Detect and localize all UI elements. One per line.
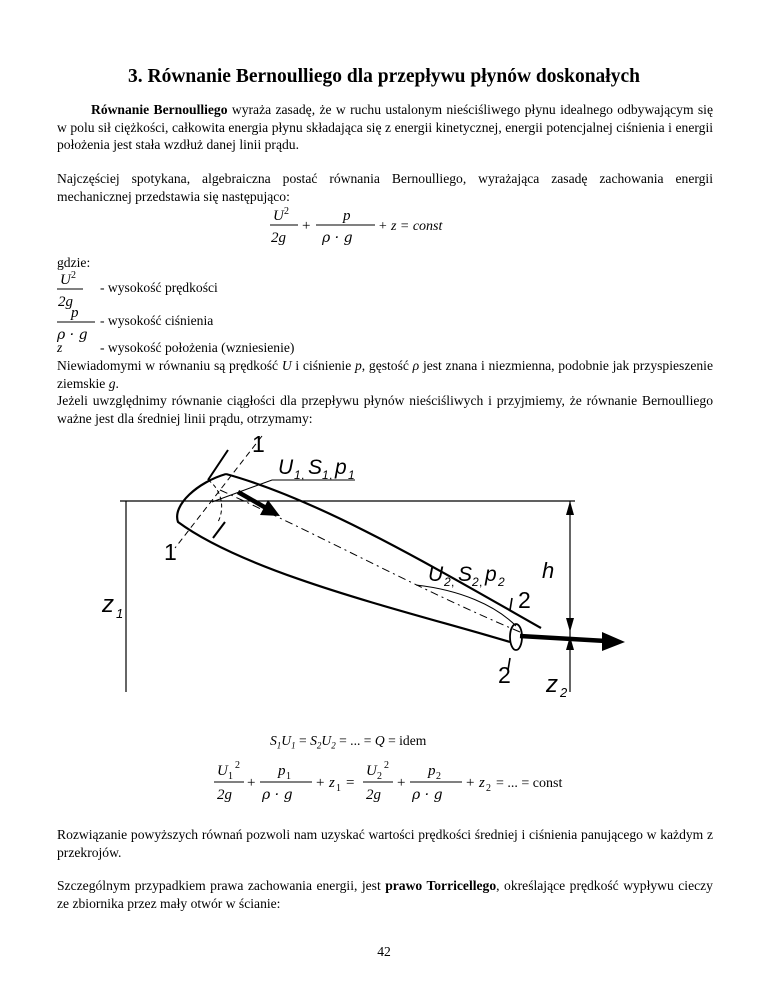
where-item-2-desc: - wysokość ciśnienia <box>100 313 214 328</box>
eq2-den-2: ρ · g <box>262 787 293 803</box>
paragraph-4-text: Jeżeli uwzględnimy równanie ciągłości dla przepływu płynów nieściśliwych i przyjmiemy, że równanie Bernoulliego ważne jest dla średniej linii prądu, otrzymamy: <box>57 393 713 426</box>
ce-S1-sub: 1 <box>276 740 282 751</box>
z2-letter: z <box>546 671 558 698</box>
page-number: 42 <box>377 944 391 959</box>
label1-S: S <box>308 456 323 479</box>
label1-S-sub: 1 <box>322 468 329 482</box>
eq2-p1: p <box>278 763 286 779</box>
eq2-U1: U <box>217 763 228 779</box>
eq2-z2-sub: 2 <box>486 783 491 794</box>
p3-var-p: p <box>354 358 362 373</box>
where-item-2-fraction <box>57 303 101 347</box>
tube-lower-wall <box>177 474 510 642</box>
eq2-equals: = <box>346 775 355 791</box>
eq2-plus-1: + <box>247 775 256 791</box>
eq2-plus-4: + <box>466 775 475 791</box>
label-U1-S1-p1 <box>278 456 355 482</box>
eq2-U2-sup: 2 <box>384 760 389 771</box>
paragraph-5-text: Rozwiązanie powyższych równań pozwoli nam uzyskać wartości prędkości średniej i ciśnienia panującego w każdym z przekrojów. <box>57 827 713 860</box>
label2-S-sub: 2 <box>472 575 479 589</box>
bold-term: Równanie Bernoulliego <box>91 102 228 117</box>
label2-S: S <box>458 563 473 586</box>
eq2-U2: U <box>366 763 377 779</box>
label1-p: p <box>335 456 347 479</box>
bernoulli-two-sections-equation <box>214 757 594 807</box>
flow-tube-diagram <box>100 430 668 700</box>
where-1-den: 2g <box>58 294 73 310</box>
intro-text: wyraża zasadę, że w ruchu ustalonym nieściśliwego płynu idealnego odbywającym się w polu sił ciężkości, całkowita energia płynu składająca się z energii kinetycznej, energii potencjalnej ciśnienia i energii położenia jest stała wzdłuż danej linii prądu. <box>57 102 713 152</box>
label1-U-sub: 1 <box>294 468 301 482</box>
label2-comma-1: , <box>451 575 455 589</box>
z2-sub: 2 <box>560 685 568 700</box>
p3-text-3: , gęstość <box>361 358 413 373</box>
eq1-plus: + <box>302 218 311 234</box>
label2-p-sub: 2 <box>498 575 505 589</box>
ce-eq: = <box>295 733 311 748</box>
p6-text-1: Szczególnym przypadkiem prawa zachowania energii, jest <box>57 878 386 893</box>
p3-text-1: Niewiadomymi w równaniu są prędkość <box>57 358 282 373</box>
section-2-top-label: 2 <box>518 587 531 613</box>
ce-S2-sub: 2 <box>316 740 322 751</box>
label2-U-sub: 2 <box>444 575 451 589</box>
where-2-num: p <box>71 305 79 321</box>
p6-text-2: , określające prędkość wypływu cieczy ze zbiornika przez mały otwór w ścianie: <box>57 878 713 911</box>
z1-sub: 1 <box>116 606 124 621</box>
paragraph-4 <box>57 392 713 427</box>
where-item-3-desc: - wysokość położenia (wzniesienie) <box>100 340 295 355</box>
paragraph-5 <box>57 826 713 861</box>
where-2-den: ρ · g <box>57 327 88 343</box>
ce-end: = idem <box>384 733 427 748</box>
p3-text-4: jest znana i niezmienna, podobnie jak przyspieszenie ziemskie <box>57 358 713 391</box>
eq2-U1-sup: 2 <box>235 760 240 771</box>
where-1-num: U <box>60 272 71 288</box>
section-1-top-label: 1 <box>252 431 265 457</box>
ce-S1: S <box>270 733 277 748</box>
ce-U2-sub: 2 <box>331 740 336 751</box>
continuity-equation <box>270 733 426 751</box>
label2-p: p <box>485 563 497 586</box>
eq2-p2: p <box>428 763 436 779</box>
eq2-z1: z <box>329 775 335 791</box>
eq1-num2: p <box>343 208 351 224</box>
label2-U: U <box>428 563 444 586</box>
where-item-3-symbol: z <box>57 340 63 355</box>
where-1-sup: 2 <box>71 270 76 281</box>
ce-mid: = ... = <box>335 733 375 748</box>
eq1-num1: U <box>273 208 284 224</box>
label-U2-S2-p2 <box>428 563 505 589</box>
eq2-plus-2: + <box>316 775 325 791</box>
eq1-den2: ρ · g <box>322 230 353 246</box>
paragraph-2 <box>57 170 713 205</box>
paragraph-6 <box>57 877 713 912</box>
eq1-rest: + z = const <box>378 219 443 234</box>
label1-comma-1: , <box>301 468 305 482</box>
ce-S2: S <box>310 733 317 748</box>
section-1-bottom-label: 1 <box>164 539 177 565</box>
eq2-z2: z <box>479 775 485 791</box>
h-label: h <box>542 558 555 583</box>
eq2-U1-sub: 1 <box>228 771 233 782</box>
eq2-tail: = ... = const <box>496 776 563 791</box>
label-1-leader <box>212 480 355 502</box>
bernoulli-equation <box>260 204 443 252</box>
eq1-sup1: 2 <box>284 206 289 217</box>
eq2-den-3: 2g <box>366 787 381 803</box>
label1-U: U <box>278 456 294 479</box>
p3-var-rho: ρ <box>412 358 420 373</box>
eq2-den-1: 2g <box>217 787 232 803</box>
where-label: gdzie: <box>57 255 91 270</box>
eq2-z1-sub: 1 <box>336 783 341 794</box>
section-2-bottom-label: 2 <box>498 662 511 688</box>
eq2-p1-sub: 1 <box>286 771 291 782</box>
p3-text-2: i ciśnienie <box>291 358 355 373</box>
h-arrow-bottom <box>566 618 574 632</box>
ce-Q: Q <box>374 733 385 748</box>
eq1-den1: 2g <box>271 230 286 246</box>
section-2-mark-upper <box>510 598 512 610</box>
h-arrow-top <box>566 501 574 515</box>
ce-U2: U <box>321 733 332 748</box>
section-title: 3. Równanie Bernoulliego dla przepływu płynów doskonałych <box>128 66 640 87</box>
eq2-plus-3: + <box>397 775 406 791</box>
p3-text-5: . <box>115 375 119 391</box>
p3-var-U: U <box>281 358 292 373</box>
ce-U1: U <box>281 733 292 748</box>
eq2-den-4: ρ · g <box>412 787 443 803</box>
paragraph-2-text: Najczęściej spotykana, algebraiczna postać równania Bernoulliego, wyrażająca zasadę zachowania energii mechanicznej przedstawia się następująco: <box>57 171 713 204</box>
intro-paragraph <box>57 101 713 154</box>
outflow-arrow-shaft <box>520 636 606 641</box>
where-item-1-desc: - wysokość prędkości <box>100 280 218 295</box>
label1-p-sub: 1 <box>348 468 355 482</box>
z2-label <box>545 671 568 700</box>
z1-label <box>101 591 123 621</box>
eq2-U2-sub: 2 <box>377 771 382 782</box>
p6-bold-term: prawo Torricellego <box>385 878 497 893</box>
paragraph-3 <box>57 357 713 392</box>
z1-letter: z <box>102 591 114 618</box>
p3-var-g: g <box>108 375 116 391</box>
section-1-mark-lower <box>213 522 225 538</box>
ce-U1-sub: 1 <box>291 740 296 751</box>
outflow-arrow-head <box>602 632 625 651</box>
eq2-p2-sub: 2 <box>436 771 441 782</box>
label2-comma-2: , <box>479 575 483 589</box>
label1-comma-2: , <box>329 468 333 482</box>
